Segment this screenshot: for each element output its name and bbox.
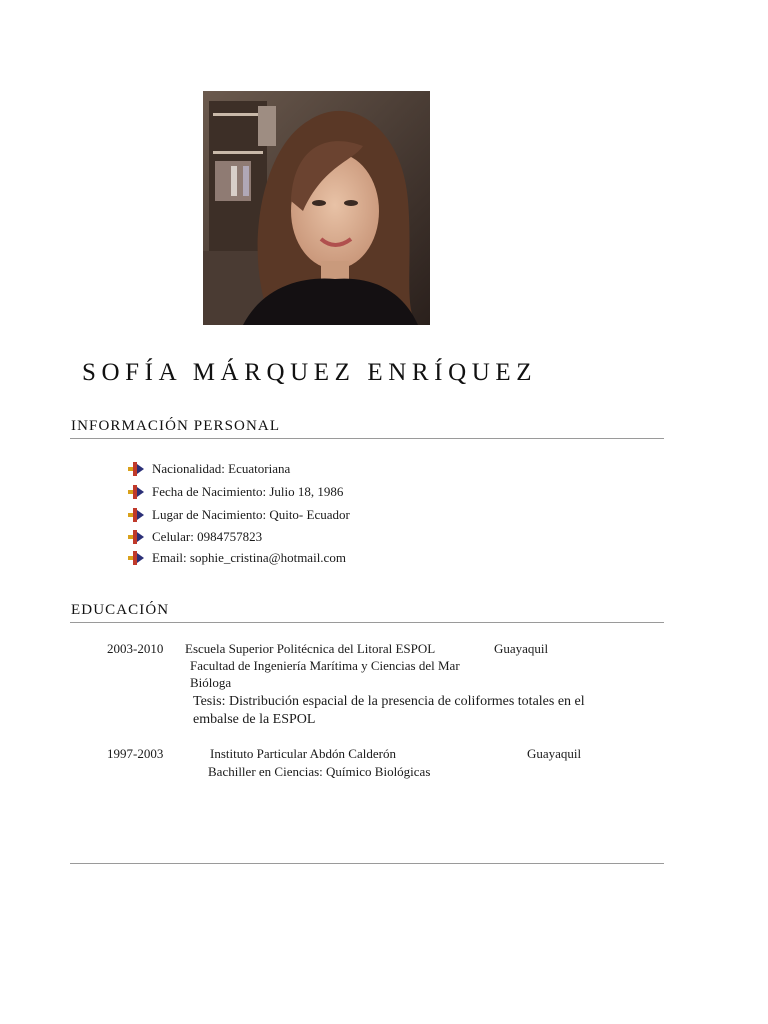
info-text: Celular: 0984757823 xyxy=(152,529,263,544)
info-email xyxy=(128,548,346,568)
thesis-line: embalse de la ESPOL xyxy=(193,712,316,727)
arrow-bullet-icon xyxy=(128,462,144,476)
education-institution: Instituto Particular Abdón Calderón xyxy=(210,746,396,761)
info-nationality xyxy=(128,459,290,479)
section-heading-education: EDUCACIÓN xyxy=(71,602,170,618)
thesis-line: Tesis: Distribución espacial de la presencia de coliformes totales en el xyxy=(193,694,585,709)
info-text: Fecha de Nacimiento: Julio 18, 1986 xyxy=(152,484,344,499)
section-divider xyxy=(70,622,664,623)
info-birth-date xyxy=(128,482,343,502)
info-phone xyxy=(128,527,262,547)
profile-photo xyxy=(203,91,430,325)
info-text: Nacionalidad: Ecuatoriana xyxy=(152,461,291,476)
education-thesis xyxy=(193,693,633,729)
education-institution: Escuela Superior Politécnica del Litoral ESPOL xyxy=(185,641,436,656)
education-degree: Bachiller en Ciencias: Químico Biológicas xyxy=(208,764,431,779)
arrow-bullet-icon xyxy=(128,551,144,565)
arrow-bullet-icon xyxy=(128,530,144,544)
candidate-name: SOFÍA MÁRQUEZ ENRÍQUEZ xyxy=(82,359,538,386)
arrow-bullet-icon xyxy=(128,485,144,499)
education-years: 1997-2003 xyxy=(107,746,164,761)
education-city: Guayaquil xyxy=(527,746,582,761)
section-divider xyxy=(70,438,664,439)
info-text: Lugar de Nacimiento: Quito- Ecuador xyxy=(152,507,350,522)
arrow-bullet-icon xyxy=(128,508,144,522)
info-birth-place xyxy=(128,505,350,525)
education-degree: Bióloga xyxy=(190,675,232,690)
education-faculty: Facultad de Ingeniería Marítima y Ciencias del Mar xyxy=(190,658,460,673)
footer-divider xyxy=(70,863,664,864)
education-years: 2003-2010 xyxy=(107,641,164,656)
portrait-image xyxy=(203,91,430,325)
info-text: Email: sophie_cristina@hotmail.com xyxy=(152,550,346,565)
section-heading-personal: INFORMACIÓN PERSONAL xyxy=(71,418,281,434)
education-city: Guayaquil xyxy=(494,641,549,656)
